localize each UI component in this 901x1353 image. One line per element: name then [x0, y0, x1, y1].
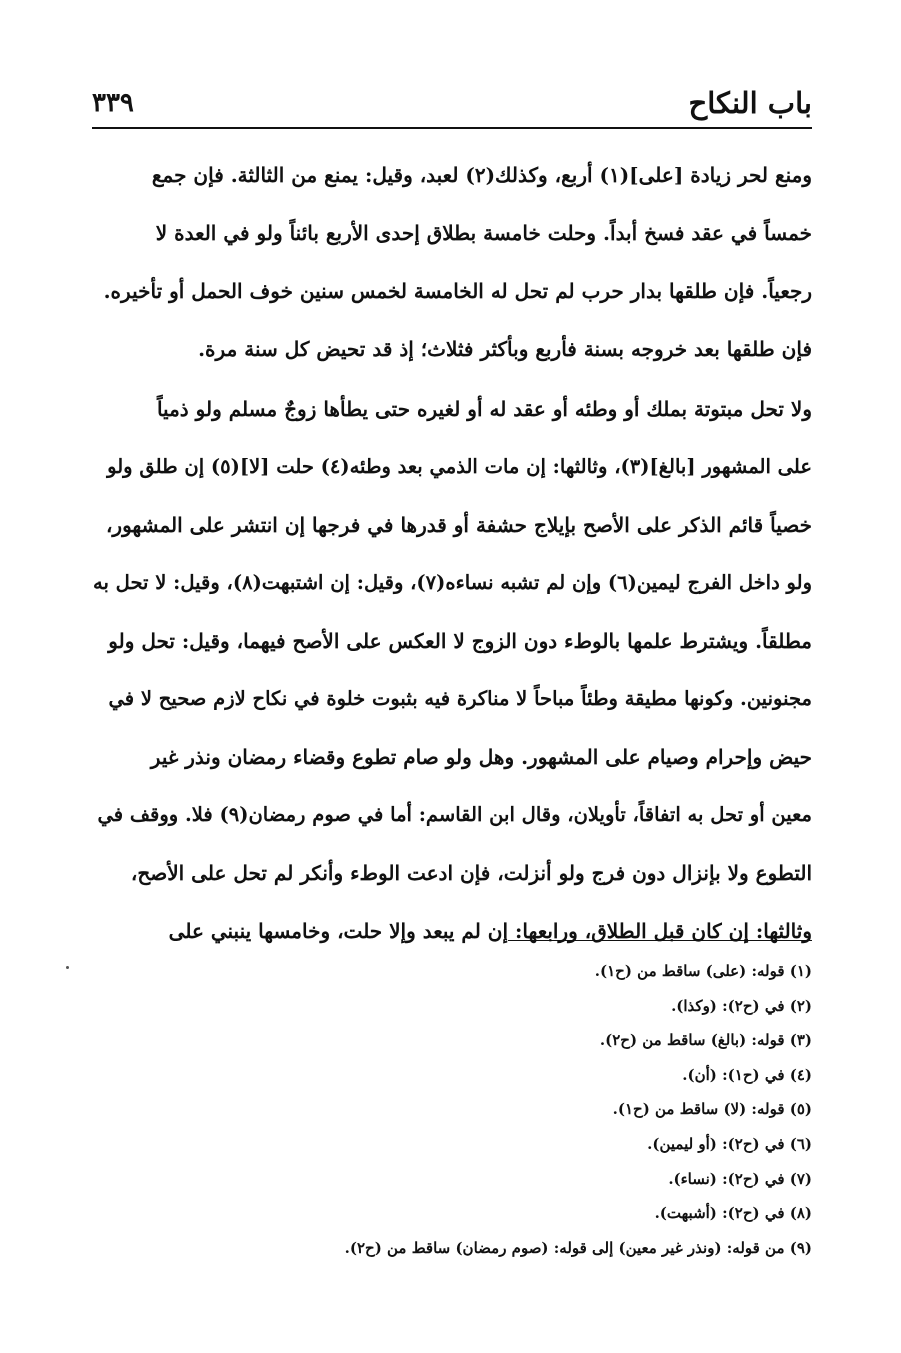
- text-line: ومنع لحر زيادة [على](١) أربع، وكذلك(٢) لعبد، وقيل: يمنع من الثالثة. فإن جمع: [151, 163, 812, 187]
- text-line: مطلقاً. ويشترط علمها بالوطء دون الزوج لا العكس على الأصح فيهما، وقيل: تحل ولو: [108, 629, 812, 653]
- footnote: (٣) قوله: (بالغ) ساقط من (ح٢).: [599, 1031, 812, 1050]
- chapter-title: باب النكاح: [688, 86, 812, 120]
- footnote: (٦) في (ح٢): (أو ليمين).: [647, 1134, 812, 1153]
- text-line: معين أو تحل به اتفاقاً، تأويلان، وقال ابن القاسم: أما في صوم رمضان(٩) فلا. ووقف في: [97, 803, 812, 826]
- text-line: خمساً في عقد فسخ أبداً. وحلت خامسة بطلاق إحدى الأربع بائناً ولو في العدة لا: [155, 221, 812, 245]
- text-line: على المشهور [بالغ](٣)، وثالثها: إن مات الذمي بعد وطئه(٤) حلت [لا](٥) إن طلق ولو: [107, 455, 812, 478]
- footnote: (٧) في (ح٢): (نساء).: [668, 1169, 812, 1188]
- text-line: ولو داخل الفرج ليمين(٦) وإن لم تشبه نساءه(٧)، وقيل: إن اشتبهت(٨)، وقيل: لا تحل به: [93, 571, 812, 594]
- main-text: [92, 146, 812, 960]
- footnote: (٨) في (ح٢): (أشبهت).: [654, 1204, 812, 1223]
- text-line: ولا تحل مبتوتة بملك أو وطئه أو عقد له أو لغيره حتى يطأها زوجٌ مسلم ولو ذمياً: [156, 397, 812, 421]
- page-number: ٣٣٩: [92, 88, 134, 118]
- footnote: (٩) من قوله: (ونذر غير معين) إلى قوله: (صوم رمضان) ساقط من (ح٢).: [344, 1238, 812, 1257]
- footnote: (١) قوله: (على) ساقط من (ح١).: [594, 962, 812, 980]
- text-line: وثالثها: إن كان قبل الطلاق، ورابعها: إن لم يبعد وإلا حلت، وخامسها ينبني على: [168, 919, 812, 943]
- footnote: (٥) قوله: (لا) ساقط من (ح١).: [612, 1100, 812, 1119]
- text-line: التطوع ولا بإنزال دون فرج ولو أنزلت، فإن ادعت الوطء وأنكر لم تحل على الأصح،: [130, 861, 812, 885]
- footnotes: [92, 954, 812, 1265]
- text-line: حيض وإحرام وصيام على المشهور. وهل ولو صام تطوع وقضاء رمضان ونذر غير: [150, 745, 812, 769]
- footnote-rule: [508, 940, 812, 941]
- text-line: رجعياً. فإن طلقها بدار حرب لم تحل له الخامسة لخمس سنين خوف الحمل أو تأخيره.: [103, 279, 812, 303]
- text-line: خصياً قائم الذكر على الأصح بإيلاج حشفة أو قدرها في فرجها إن انتشر على المشهور،: [105, 513, 812, 537]
- text-line: مجنونين. وكونها مطيقة وطئاً مباحاً لا مناكرة فيه بثبوت خلوة في نكاح لازم صحيح لا في: [108, 687, 812, 710]
- header-rule: [92, 127, 812, 129]
- text-line: فإن طلقها بعد خروجه بسنة فأربع وبأكثر فثلاث؛ إذ قد تحيض كل سنة مرة.: [198, 337, 812, 361]
- footnote: (٤) في (ح١): (أن).: [682, 1065, 812, 1084]
- page-header: [92, 82, 812, 122]
- footnote: (٢) في (ح٢): (وكذا).: [671, 996, 812, 1015]
- scan-speck: [66, 966, 69, 969]
